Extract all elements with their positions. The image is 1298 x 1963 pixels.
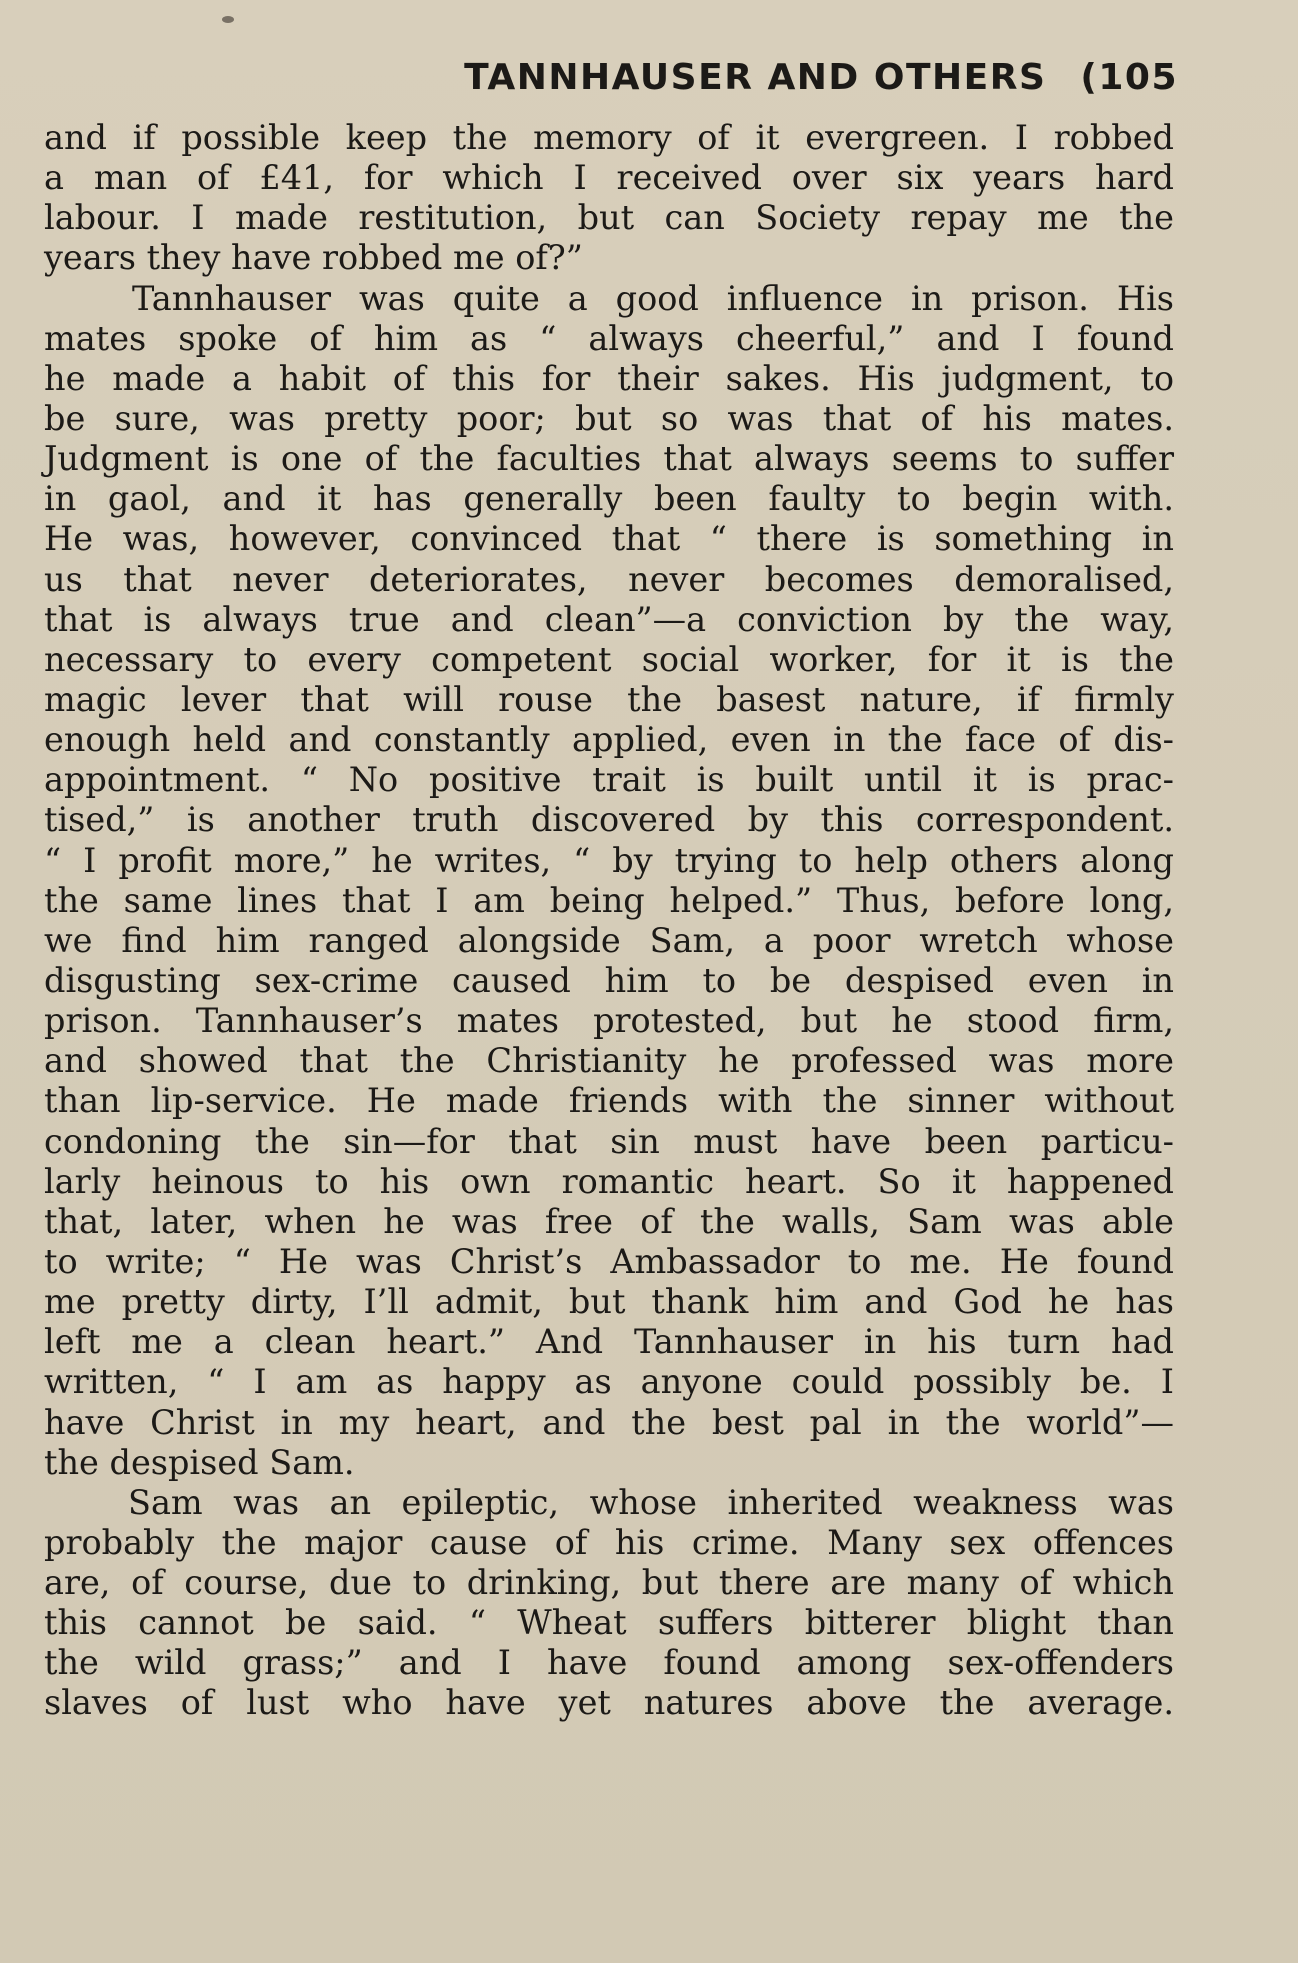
text-line: the wild grass;” and I have found among sex-offenders [44, 1643, 1174, 1683]
text-line: than lip-service. He made friends with the sinner without [44, 1081, 1174, 1121]
text-line: be sure, was pretty poor; but so was that of his mates. [44, 398, 1174, 438]
text-line: disgusting sex-crime caused him to be despised even in [44, 960, 1174, 1000]
text-line: years they have robbed me of?” [44, 238, 583, 278]
text-line: appointment. “ No positive trait is built until it is prac- [44, 760, 1174, 800]
paragraph-first-line: Sam was an epileptic, whose inherited weakness was [128, 1482, 1174, 1522]
text-line: mates spoke of him as “ always cheerful,” and I found [44, 318, 1174, 358]
text-line: labour. I made restitution, but can Society repay me the [44, 198, 1174, 238]
running-head [464, 54, 1178, 102]
text-line: prison. Tannhauser’s mates protested, but he stood firm, [44, 1001, 1174, 1041]
text-line: the despised Sam. [44, 1442, 355, 1482]
ink-speck [222, 16, 234, 23]
text-line: that, later, when he was free of the walls, Sam was able [44, 1201, 1174, 1241]
text-line: and showed that the Christianity he professed was more [44, 1041, 1174, 1081]
text-line: are, of course, due to drinking, but there are many of which [44, 1563, 1174, 1603]
text-line: me pretty dirty, I’ll admit, but thank him and God he has [44, 1282, 1174, 1322]
text-line: he made a habit of this for their sakes. His judgment, to [44, 358, 1174, 398]
text-line: necessary to every competent social worker, for it is the [44, 639, 1174, 679]
text-line: condoning the sin—for that sin must have been particu- [44, 1121, 1174, 1161]
text-line: that is always true and clean”—a conviction by the way, [44, 599, 1174, 639]
text-line: tised,” is another truth discovered by this correspondent. [44, 800, 1174, 840]
text-line: in gaol, and it has generally been faulty to begin with. [44, 479, 1174, 519]
text-line: us that never deteriorates, never becomes demoralised, [44, 559, 1174, 599]
text-line: larly heinous to his own romantic heart. So it happened [44, 1161, 1174, 1201]
text-line: magic lever that will rouse the basest nature, if firmly [44, 679, 1174, 719]
text-line: “ I profit more,” he writes, “ by trying to help others along [44, 840, 1174, 880]
text-line: slaves of lust who have yet natures above the average. [44, 1683, 1174, 1723]
text-line: this cannot be said. “ Wheat suffers bitterer blight than [44, 1603, 1174, 1643]
text-line: to write; “ He was Christ’s Ambassador to me. He found [44, 1241, 1174, 1281]
page-number: (105 [1080, 57, 1178, 98]
text-line: a man of £41, for which I received over six years hard [44, 158, 1174, 198]
text-line: the same lines that I am being helped.” Thus, before long, [44, 880, 1174, 920]
text-line: and if possible keep the memory of it evergreen. I robbed [44, 118, 1174, 157]
paragraph-first-line: Tannhauser was quite a good influence in prison. His [132, 278, 1174, 318]
text-line: enough held and constantly applied, even in the face of dis- [44, 720, 1174, 760]
text-line: He was, however, convinced that “ there is something in [44, 519, 1174, 559]
body-text [44, 118, 1174, 1724]
text-line: probably the major cause of his crime. Many sex offences [44, 1522, 1174, 1562]
text-line: left me a clean heart.” And Tannhauser in his turn had [44, 1322, 1174, 1362]
text-line: written, “ I am as happy as anyone could possibly be. I [44, 1362, 1174, 1402]
running-head-title: TANNHAUSER AND OTHERS [464, 57, 1047, 98]
text-line: have Christ in my heart, and the best pal in the world”— [44, 1402, 1174, 1442]
text-line: Judgment is one of the faculties that always seems to suffer [44, 439, 1174, 479]
text-line: we find him ranged alongside Sam, a poor wretch whose [44, 920, 1174, 960]
